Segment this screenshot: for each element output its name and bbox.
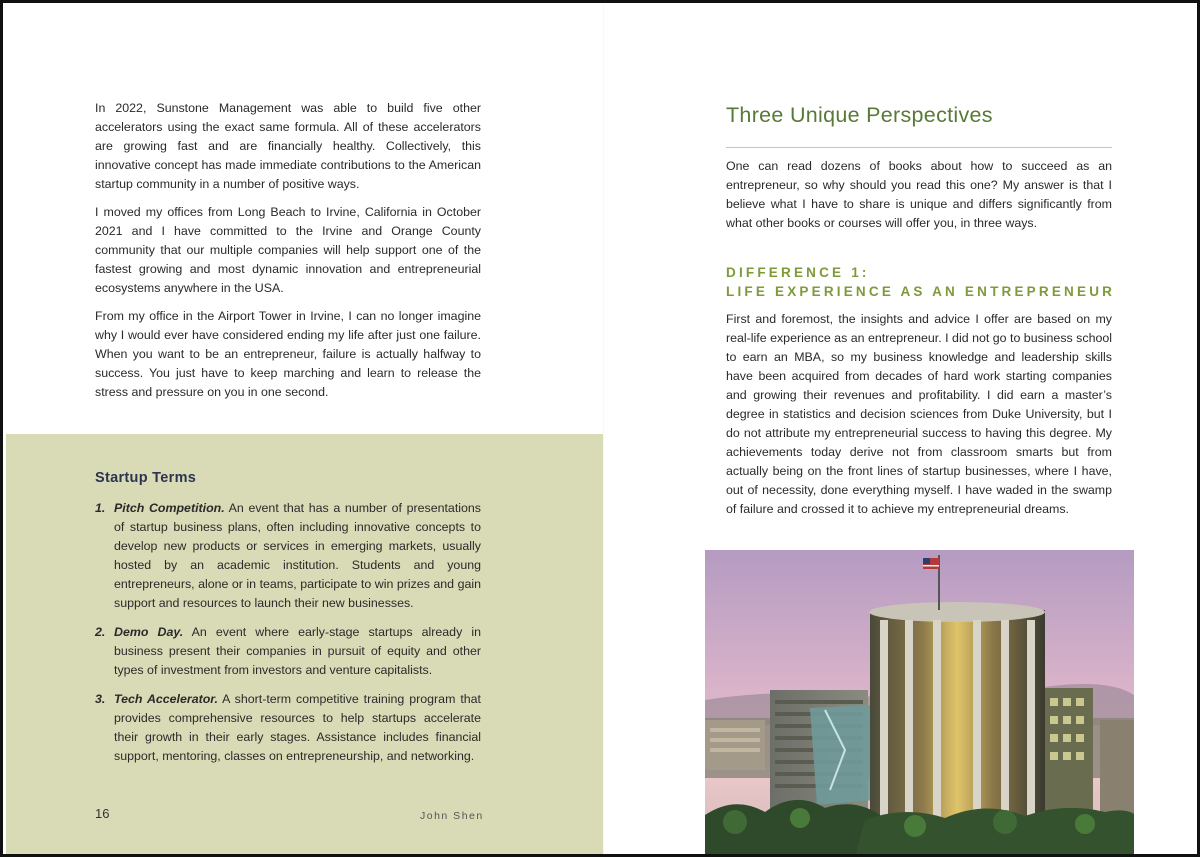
startup-terms-list bbox=[95, 499, 481, 776]
paragraph: In 2022, Sunstone Management was able to build five other accelerators using the exact same formula. All of these accelerators are growing fast and are financially healthy. Collectively, this innovative concept has made immediate contributions to the American startup community in a number of positive ways. bbox=[95, 101, 481, 191]
section-title: Three Unique Perspectives bbox=[726, 103, 993, 127]
paragraph: I moved my offices from Long Beach to Irvine, California in October 2021 and I have committed to the Irvine and Orange County community that our multiple companies will help support one of the fastest growing and most dynamic innovation and entrepreneurial ecosystems anywhere in the USA. bbox=[95, 205, 481, 295]
page-gutter bbox=[603, 3, 604, 857]
intro-paragraph: One can read dozens of books about how to succeed as an entrepreneur, so why should you read this one? My answer is that I believe what I have to share is unique and differs significantly from what other books or courses will offer you, in three ways. bbox=[726, 159, 1112, 230]
term-item bbox=[95, 623, 481, 680]
page-number: 16 bbox=[95, 806, 110, 821]
term-item bbox=[95, 690, 481, 766]
term-number: 3. bbox=[95, 692, 106, 706]
term-name: Tech Accelerator. bbox=[114, 692, 218, 706]
term-definition: An event that has a number of presentations of startup business plans, often including innovative concepts to develop new products or services in emerging markets, usually hosted by an academic institution. Students and young entrepreneurs, alone or in teams, participate to win prizes and gain support and resources to launch their new businesses. bbox=[114, 501, 481, 610]
difference-heading-line: LIFE EXPERIENCE AS AN ENTREPRENEUR bbox=[726, 284, 1116, 299]
term-definition: A short-term competitive training program that provides comprehensive resources to help startups accelerate their growth in their early stages. Assistance includes financial support, mentoring, classes on entrepreneurship, and networking. bbox=[114, 692, 481, 763]
body-paragraph: First and foremost, the insights and advice I offer are based on my real-life experience as an entrepreneur. I did not go to business school to earn an MBA, so my business knowledge and leadership skills have been acquired from decades of hard work starting companies and growing their revenues and profitability. I did earn a master’s degree in statistics and decision sciences from Duke University, but I do not attribute my entrepreneurial success to having this degree. My achievements today derive not from classroom smarts but from actually being on the front lines of startup businesses, where I have, out of necessity, done everything myself. I have waded in the swamp of failure and crossed it to achieve my entrepreneurial dreams. bbox=[726, 312, 1112, 516]
airport-tower-photo bbox=[705, 550, 1134, 857]
left-page-body bbox=[95, 99, 481, 411]
term-definition: An event where early-stage startups already in business present their companies in pursuit of equity and other types of investment from investors and venture capitalists. bbox=[114, 625, 481, 677]
paragraph: From my office in the Airport Tower in Irvine, I can no longer imagine why I would ever have considered ending my life after just one failure. When you want to be an entrepreneur, failure is actually halfway to success. You just have to keep marching and learn to release the stress and pressure on you in one second. bbox=[95, 309, 481, 399]
term-item bbox=[95, 499, 481, 613]
term-name: Demo Day. bbox=[114, 625, 184, 639]
term-number: 2. bbox=[95, 625, 106, 639]
running-footer-author: John Shen bbox=[420, 810, 484, 822]
term-name: Pitch Competition. bbox=[114, 501, 225, 515]
difference-heading-line: DIFFERENCE 1: bbox=[726, 265, 870, 280]
difference-heading bbox=[726, 263, 1126, 301]
term-number: 1. bbox=[95, 501, 106, 515]
title-rule bbox=[726, 147, 1112, 148]
startup-terms-title: Startup Terms bbox=[95, 470, 197, 486]
